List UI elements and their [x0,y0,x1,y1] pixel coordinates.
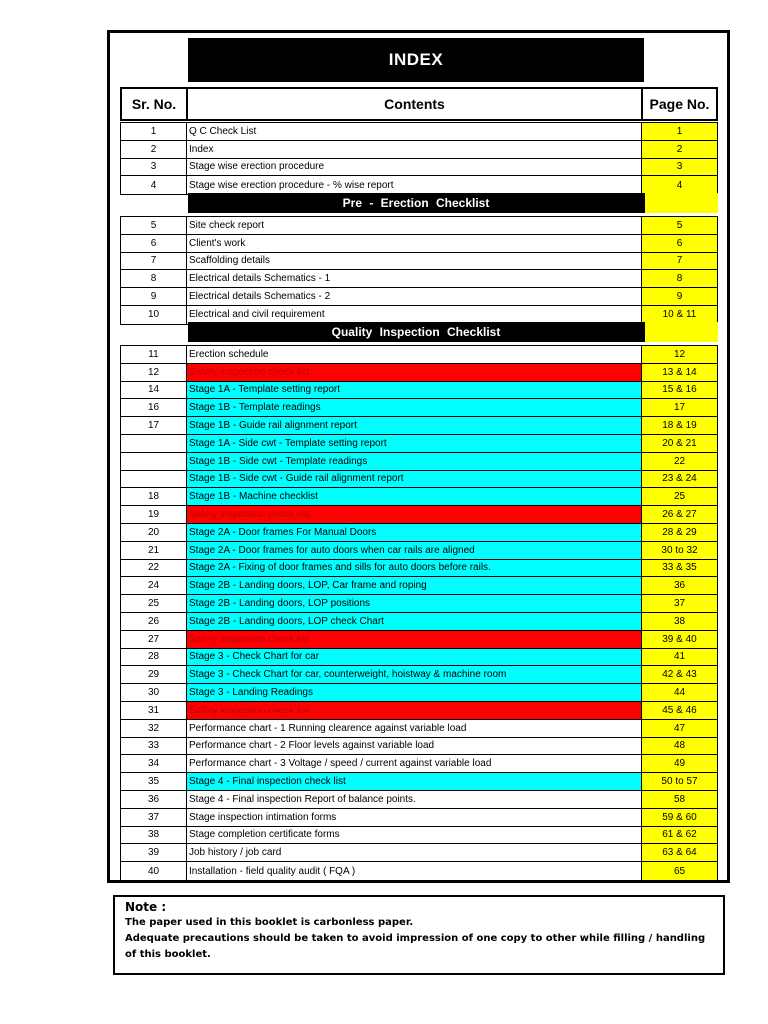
contents-cell: Stage 1A - Side cwt - Template setting report [187,435,642,452]
column-header-contents: Contents [188,89,643,119]
sr-no-cell: 28 [121,649,187,666]
table-row [121,595,717,613]
contents-cell: Electrical details Schematics - 1 [187,270,642,287]
page-no-cell: 61 & 62 [642,827,717,844]
table-row [121,364,717,382]
page-no-cell: 18 & 19 [642,417,717,434]
contents-cell: Job history / job card [187,844,642,861]
sr-no-cell: 20 [121,524,187,541]
contents-cell: Scaffolding details [187,253,642,270]
sr-no-cell: 36 [121,791,187,808]
page-no-cell: 30 to 32 [642,542,717,559]
table-row [121,288,717,306]
sr-no-cell: 27 [121,631,187,648]
table-row [121,631,717,649]
sr-no-cell: 1 [121,123,187,140]
section-header-quality-inspection: Quality Inspection Checklist [188,322,644,342]
table-row [121,755,717,773]
column-header-sr-no: Sr. No. [122,89,188,119]
index-group-pre-erection [120,216,718,325]
table-row [121,809,717,827]
table-row [121,488,717,506]
table-row [121,270,717,288]
sr-no-cell: 9 [121,288,187,305]
page-no-cell: 1 [642,123,717,140]
page-no-cell: 13 & 14 [642,364,717,381]
sr-no-cell: 34 [121,755,187,772]
sr-no-cell: 11 [121,346,187,363]
contents-cell: Stage 3 - Check Chart for car, counterweight, hoistway & machine room [187,666,642,683]
table-row [121,524,717,542]
page-no-cell: 65 [642,862,717,880]
contents-cell: Stage wise erection procedure [187,159,642,176]
contents-cell: Stage 2B - Landing doors, LOP check Chart [187,613,642,630]
contents-cell: Stage wise erection procedure - % wise report [187,176,642,194]
contents-cell: Performance chart - 3 Voltage / speed / current against variable load [187,755,642,772]
table-row [121,738,717,756]
contents-cell: Stage 1B - Guide rail alignment report [187,417,642,434]
table-row [121,417,717,435]
sr-no-cell: 24 [121,577,187,594]
contents-cell: Safety inspection check list [187,631,642,648]
page-no-cell: 15 & 16 [642,382,717,399]
contents-cell: Q C Check List [187,123,642,140]
contents-cell: Stage 1B - Template readings [187,399,642,416]
sr-no-cell: 40 [121,862,187,880]
page-no-cell: 4 [642,176,717,194]
index-group-quality-inspection [120,345,718,881]
contents-cell: Safety inspection check list [187,364,642,381]
sr-no-cell: 5 [121,217,187,234]
table-row [121,506,717,524]
contents-cell: Erection schedule [187,346,642,363]
sr-no-cell: 6 [121,235,187,252]
table-row [121,453,717,471]
sr-no-cell [121,471,187,488]
table-row [121,435,717,453]
sr-no-cell: 32 [121,720,187,737]
table-row [121,862,717,880]
sr-no-cell: 19 [121,506,187,523]
page-no-cell: 17 [642,399,717,416]
contents-cell: Stage 1A - Template setting report [187,382,642,399]
page-no-cell: 10 & 11 [642,306,717,324]
page-no-cell: 20 & 21 [642,435,717,452]
page-no-cell: 47 [642,720,717,737]
page-no-cell: 50 to 57 [642,773,717,790]
table-row [121,560,717,578]
table-row [121,471,717,489]
table-row [121,176,717,194]
contents-cell: Stage 2A - Fixing of door frames and sills for auto doors before rails. [187,560,642,577]
table-row [121,253,717,271]
page-no-cell: 8 [642,270,717,287]
page-no-cell: 48 [642,738,717,755]
table-row [121,123,717,141]
contents-cell: Safety inspection check list [187,702,642,719]
section-header-page-cell [644,322,718,342]
page-no-cell: 6 [642,235,717,252]
page-no-cell: 38 [642,613,717,630]
contents-cell: Stage 3 - Check Chart for car [187,649,642,666]
contents-cell: Index [187,141,642,158]
table-row [121,382,717,400]
index-group-general [120,122,718,195]
table-row [121,702,717,720]
sr-no-cell: 29 [121,666,187,683]
contents-cell: Stage 1B - Side cwt - Guide rail alignment report [187,471,642,488]
column-header-page-no: Page No. [649,96,710,112]
sr-no-cell: 33 [121,738,187,755]
section-header-pre-erection: Pre - Erection Checklist [188,193,644,213]
sr-no-cell: 22 [121,560,187,577]
note-line: Adequate precautions should be taken to avoid impression of one copy to other while filling / handling of this booklet. [125,933,706,960]
table-row [121,773,717,791]
sr-no-cell [121,453,187,470]
page-no-cell: 42 & 43 [642,666,717,683]
table-row [121,613,717,631]
contents-cell: Stage 1B - Machine checklist [187,488,642,505]
sr-no-cell: 7 [121,253,187,270]
table-row [121,217,717,235]
page-no-cell: 5 [642,217,717,234]
contents-cell: Stage 2A - Door frames for auto doors when car rails are aligned [187,542,642,559]
sr-no-cell: 8 [121,270,187,287]
sr-no-cell: 38 [121,827,187,844]
table-row [121,649,717,667]
sr-no-cell: 12 [121,364,187,381]
table-row [121,827,717,845]
sr-no-cell: 26 [121,613,187,630]
sr-no-cell: 39 [121,844,187,861]
contents-cell: Client's work [187,235,642,252]
contents-cell: Stage inspection intimation forms [187,809,642,826]
table-row [121,666,717,684]
table-row [121,791,717,809]
note-line: The paper used in this booklet is carbonless paper. [125,917,414,928]
sr-no-cell: 10 [121,306,187,324]
page-no-cell: 12 [642,346,717,363]
sr-no-cell: 21 [121,542,187,559]
contents-cell: Stage 2B - Landing doors, LOP, Car frame and roping [187,577,642,594]
page-no-cell: 49 [642,755,717,772]
page-no-cell: 59 & 60 [642,809,717,826]
table-row [121,141,717,159]
contents-cell: Stage 4 - Final inspection check list [187,773,642,790]
table-row [121,577,717,595]
table-row [121,346,717,364]
sr-no-cell: 31 [121,702,187,719]
contents-cell: Stage completion certificate forms [187,827,642,844]
table-row [121,720,717,738]
page-no-cell: 36 [642,577,717,594]
index-title: INDEX [188,38,644,82]
contents-cell: Stage 4 - Final inspection Report of balance points. [187,791,642,808]
sr-no-cell: 2 [121,141,187,158]
contents-cell: Stage 1B - Side cwt - Template readings [187,453,642,470]
page-no-cell: 26 & 27 [642,506,717,523]
page-no-cell: 7 [642,253,717,270]
page-no-cell: 33 & 35 [642,560,717,577]
page-no-cell: 2 [642,141,717,158]
table-row [121,844,717,862]
contents-cell: Performance chart - 2 Floor levels against variable load [187,738,642,755]
page-no-cell: 25 [642,488,717,505]
sr-no-cell: 17 [121,417,187,434]
section-header-page-cell [644,193,718,213]
sr-no-cell: 14 [121,382,187,399]
contents-cell: Electrical details Schematics - 2 [187,288,642,305]
contents-cell: Safety inspection check list [187,506,642,523]
table-row [121,235,717,253]
page-no-cell: 63 & 64 [642,844,717,861]
page-no-cell: 23 & 24 [642,471,717,488]
sr-no-cell [121,435,187,452]
sr-no-cell: 4 [121,176,187,194]
sr-no-cell: 3 [121,159,187,176]
contents-cell: Site check report [187,217,642,234]
table-row [121,684,717,702]
page-no-cell: 37 [642,595,717,612]
contents-cell: Installation - field quality audit ( FQA ) [187,862,642,880]
sr-no-cell: 37 [121,809,187,826]
page-no-cell: 45 & 46 [642,702,717,719]
page-no-cell: 28 & 29 [642,524,717,541]
note-box [113,895,725,975]
contents-cell: Stage 3 - Landing Readings [187,684,642,701]
page-no-cell: 3 [642,159,717,176]
page-no-cell: 22 [642,453,717,470]
sr-no-cell: 25 [121,595,187,612]
table-row [121,159,717,177]
sr-no-cell: 35 [121,773,187,790]
contents-cell: Stage 2B - Landing doors, LOP positions [187,595,642,612]
page-no-cell: 44 [642,684,717,701]
contents-cell: Stage 2A - Door frames For Manual Doors [187,524,642,541]
note-title: Note : [125,900,167,914]
page-no-cell: 9 [642,288,717,305]
table-row [121,399,717,417]
page-no-cell: 41 [642,649,717,666]
sr-no-cell: 30 [121,684,187,701]
page-no-cell: 58 [642,791,717,808]
sr-no-cell: 18 [121,488,187,505]
page-no-cell: 39 & 40 [642,631,717,648]
column-header-row [120,87,718,121]
contents-cell: Performance chart - 1 Running clearence against variable load [187,720,642,737]
table-row [121,542,717,560]
contents-cell: Electrical and civil requirement [187,306,642,324]
sr-no-cell: 16 [121,399,187,416]
